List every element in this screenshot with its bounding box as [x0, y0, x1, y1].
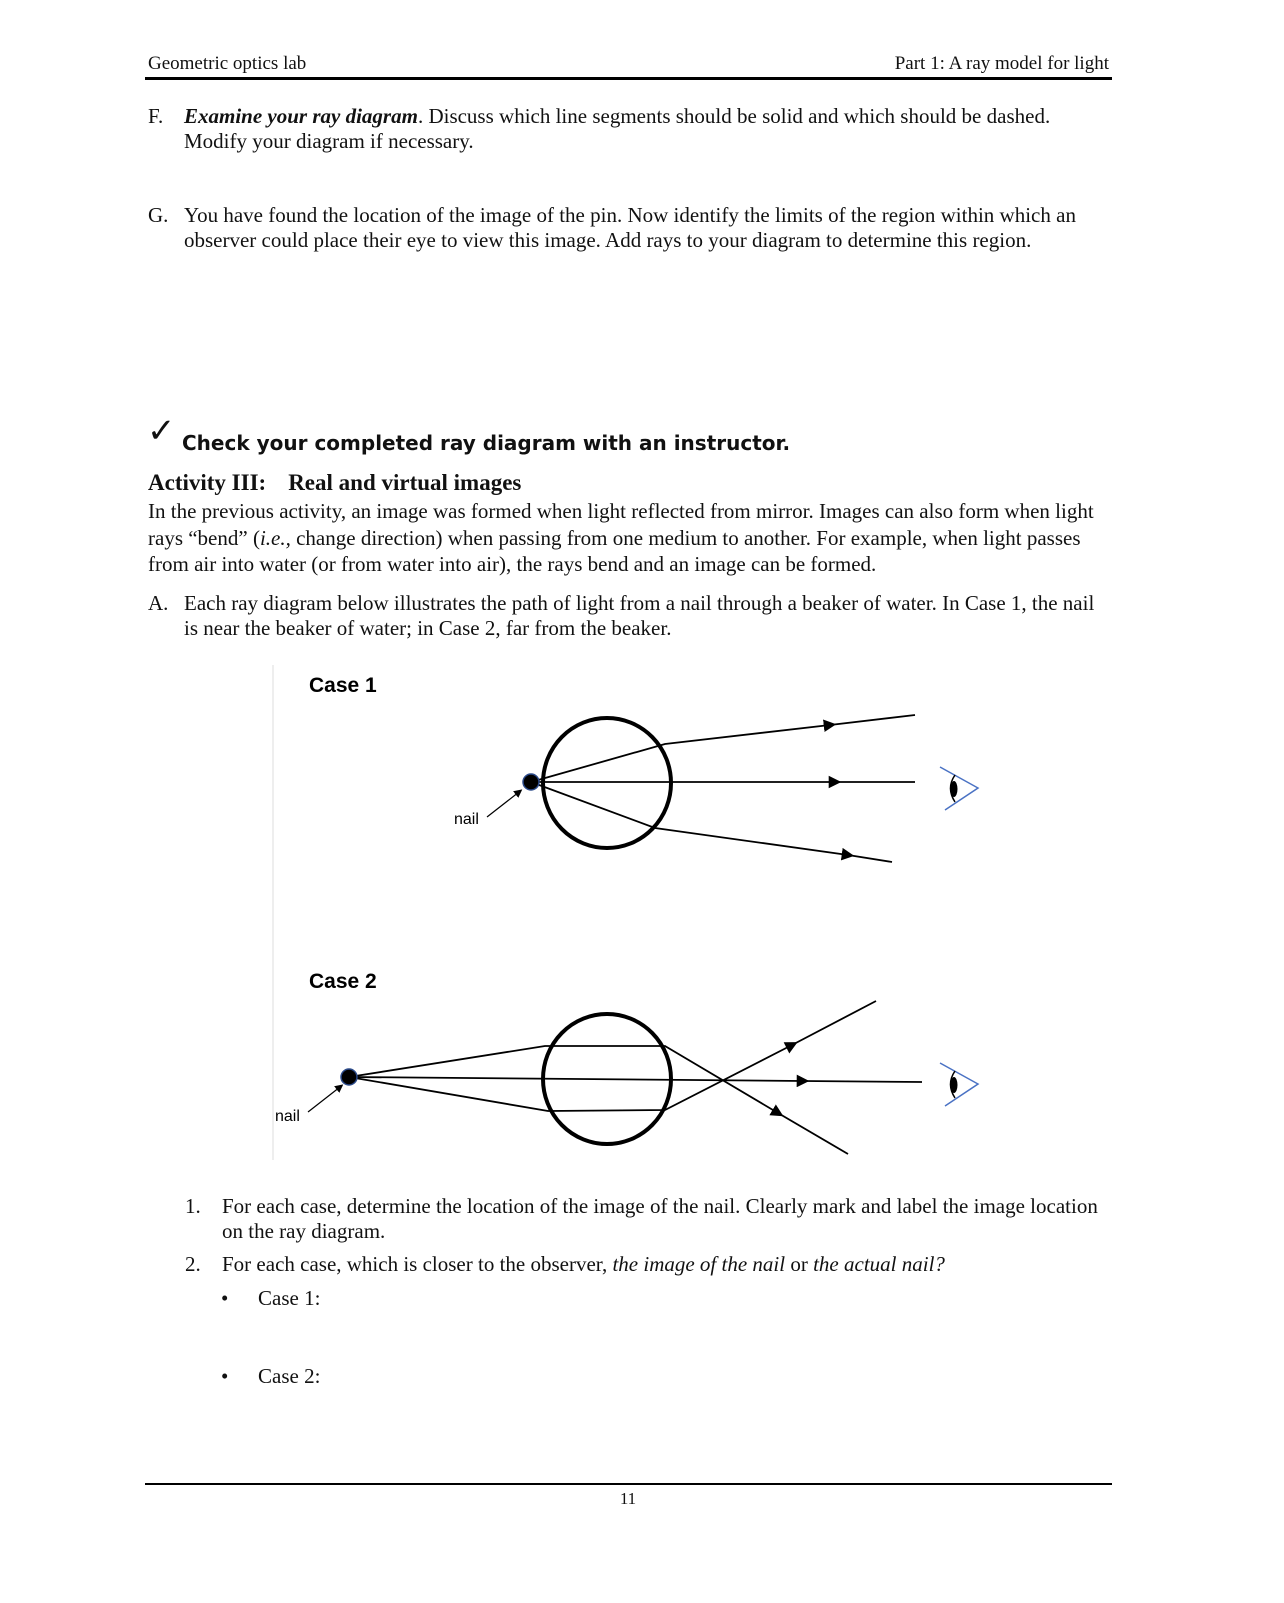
item-f-label: F.: [148, 104, 164, 128]
intro-text-1: In the previous activity, an image was formed when light reflected from mirror. Images can also form when light rays “bend” (: [148, 499, 1094, 550]
case1-eye-icon: [940, 767, 978, 810]
question-2-em-1: the image of the nail: [612, 1252, 786, 1276]
item-g-text: You have found the location of the image of the pin. Now identify the limits of the region within which an observer could place their eye to view this image. Add rays to your diagram to determine this region.: [184, 203, 1076, 252]
case2-diagram: [275, 970, 978, 1154]
answer-case1-label: Case 1:: [258, 1286, 321, 1310]
case1-ray-upper: [531, 725, 830, 782]
checkmark-icon: ✓: [147, 413, 176, 450]
question-2-text-2: or: [785, 1252, 814, 1276]
case2-rays: [308, 1001, 922, 1154]
intro-text-2: change direction) when passing from one medium to another. For example, when light passes from air into water (or from water into air), the rays bend and an image can be formed.: [148, 525, 1081, 576]
bullet-icon: •: [221, 1286, 229, 1310]
header-right: Part 1: A ray model for light: [894, 53, 1109, 74]
activity-number: Activity III:: [148, 470, 267, 495]
case2-title: Case 2: [309, 970, 377, 993]
case1-nail-label: nail: [454, 811, 479, 828]
question-1-text: For each case, determine the location of the image of the nail. Clearly mark and label the image location on the ray diagram.: [222, 1194, 1098, 1243]
case2-nail-label: nail: [275, 1108, 300, 1125]
case1-title: Case 1: [309, 674, 377, 697]
footer-rule: [145, 1483, 1112, 1485]
question-1-label: 1.: [185, 1194, 201, 1218]
intro-ie: i.e.,: [259, 525, 291, 550]
item-a-label: A.: [148, 591, 169, 615]
case1-beaker: [543, 718, 671, 848]
bullet-icon: •: [221, 1364, 229, 1388]
case2-eye-icon: [940, 1063, 978, 1106]
case2-nail-pointer: [308, 1087, 340, 1112]
item-f-text: . Discuss which line segments should be solid and which should be dashed. Modify your diagram if necessary.: [184, 104, 1051, 153]
item-g-label: G.: [148, 203, 169, 227]
page-number: 11: [619, 1489, 637, 1508]
case2-ray-middle: [349, 1077, 803, 1081]
item-f-emphasis: Examine your ray diagram: [184, 104, 418, 128]
question-2-em-2: the actual nail?: [813, 1252, 945, 1276]
check-instruction: Check your completed ray diagram with an instructor.: [182, 431, 791, 455]
case1-ray-lower: [531, 782, 848, 855]
question-2-label: 2.: [185, 1252, 201, 1276]
answer-case2-label: Case 2:: [258, 1364, 321, 1388]
case1-diagram: [309, 674, 978, 862]
case1-rays: [487, 715, 915, 862]
question-2: [222, 1252, 1102, 1277]
case2-nail-icon: [341, 1069, 357, 1085]
header-left: Geometric optics lab: [148, 53, 307, 74]
case1-nail-pointer: [487, 792, 519, 817]
activity-title: Real and virtual images: [288, 470, 522, 495]
case1-nail-icon: [523, 774, 539, 790]
question-2-text-1: For each case, which is closer to the observer,: [222, 1252, 613, 1276]
item-a-text: Each ray diagram below illustrates the path of light from a nail through a beaker of water. In Case 1, the nail is near the beaker of water; in Case 2, far from the beaker.: [184, 591, 1095, 640]
